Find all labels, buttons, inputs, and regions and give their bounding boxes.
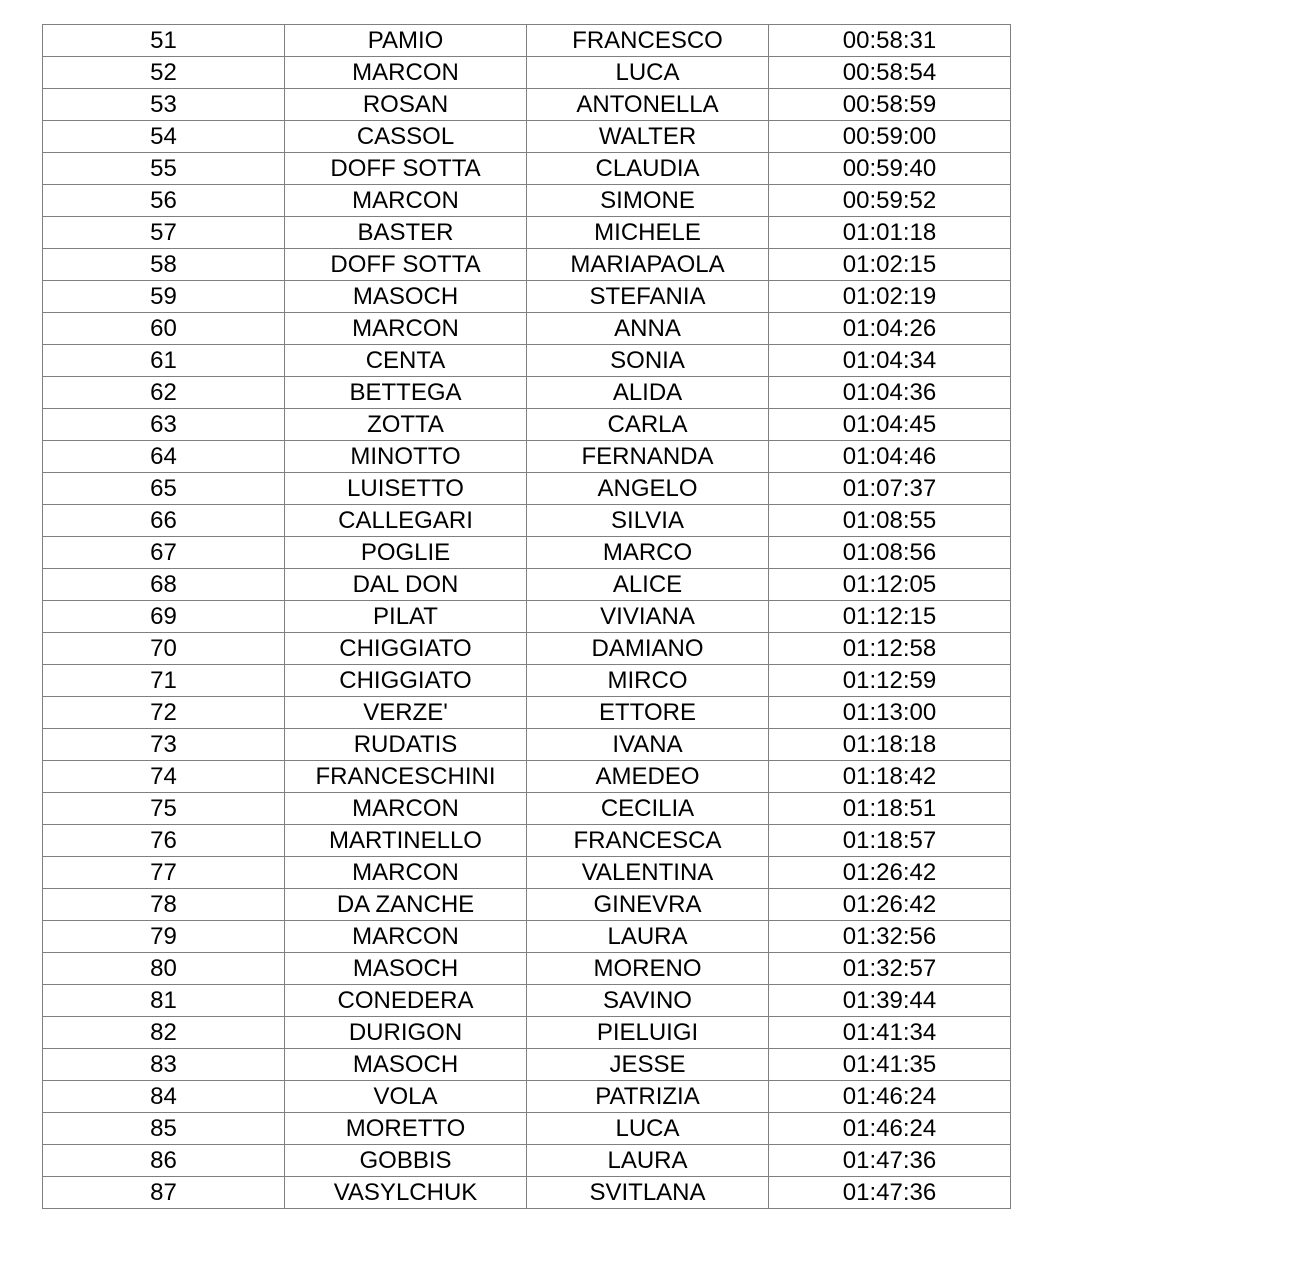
- table-row: [43, 249, 1011, 281]
- first-name-cell: MORENO: [527, 953, 769, 985]
- time-cell: 00:59:40: [769, 153, 1011, 185]
- first-name-cell: ALIDA: [527, 377, 769, 409]
- surname-cell: MASOCH: [285, 281, 527, 313]
- position-cell: 66: [43, 505, 285, 537]
- first-name-cell: AMEDEO: [527, 761, 769, 793]
- surname-cell: CENTA: [285, 345, 527, 377]
- first-name-cell: STEFANIA: [527, 281, 769, 313]
- first-name-cell: FRANCESCA: [527, 825, 769, 857]
- surname-cell: MARTINELLO: [285, 825, 527, 857]
- first-name-cell: GINEVRA: [527, 889, 769, 921]
- position-cell: 87: [43, 1177, 285, 1209]
- first-name-cell: PATRIZIA: [527, 1081, 769, 1113]
- surname-cell: DAL DON: [285, 569, 527, 601]
- position-cell: 83: [43, 1049, 285, 1081]
- time-cell: 00:59:52: [769, 185, 1011, 217]
- surname-cell: MARCON: [285, 793, 527, 825]
- time-cell: 01:02:15: [769, 249, 1011, 281]
- table-row: [43, 761, 1011, 793]
- first-name-cell: FRANCESCO: [527, 25, 769, 57]
- position-cell: 74: [43, 761, 285, 793]
- table-row: [43, 953, 1011, 985]
- time-cell: 01:18:57: [769, 825, 1011, 857]
- position-cell: 78: [43, 889, 285, 921]
- first-name-cell: LUCA: [527, 57, 769, 89]
- time-cell: 01:01:18: [769, 217, 1011, 249]
- surname-cell: PAMIO: [285, 25, 527, 57]
- table-row: [43, 1049, 1011, 1081]
- time-cell: 01:04:34: [769, 345, 1011, 377]
- first-name-cell: MARCO: [527, 537, 769, 569]
- table-row: [43, 473, 1011, 505]
- surname-cell: MASOCH: [285, 953, 527, 985]
- time-cell: 01:39:44: [769, 985, 1011, 1017]
- table-row: [43, 697, 1011, 729]
- surname-cell: LUISETTO: [285, 473, 527, 505]
- time-cell: 01:08:56: [769, 537, 1011, 569]
- surname-cell: MARCON: [285, 857, 527, 889]
- time-cell: 01:46:24: [769, 1081, 1011, 1113]
- first-name-cell: CARLA: [527, 409, 769, 441]
- first-name-cell: ALICE: [527, 569, 769, 601]
- position-cell: 71: [43, 665, 285, 697]
- time-cell: 01:12:15: [769, 601, 1011, 633]
- time-cell: 00:58:54: [769, 57, 1011, 89]
- time-cell: 01:18:18: [769, 729, 1011, 761]
- table-row: [43, 1017, 1011, 1049]
- surname-cell: CONEDERA: [285, 985, 527, 1017]
- time-cell: 01:47:36: [769, 1145, 1011, 1177]
- position-cell: 72: [43, 697, 285, 729]
- time-cell: 01:32:57: [769, 953, 1011, 985]
- first-name-cell: MICHELE: [527, 217, 769, 249]
- position-cell: 52: [43, 57, 285, 89]
- time-cell: 01:04:26: [769, 313, 1011, 345]
- surname-cell: MARCON: [285, 185, 527, 217]
- time-cell: 01:04:36: [769, 377, 1011, 409]
- time-cell: 01:32:56: [769, 921, 1011, 953]
- table-row: [43, 1081, 1011, 1113]
- position-cell: 62: [43, 377, 285, 409]
- first-name-cell: ETTORE: [527, 697, 769, 729]
- surname-cell: FRANCESCHINI: [285, 761, 527, 793]
- table-row: [43, 889, 1011, 921]
- position-cell: 57: [43, 217, 285, 249]
- table-row: [43, 921, 1011, 953]
- surname-cell: ROSAN: [285, 89, 527, 121]
- table-row: [43, 729, 1011, 761]
- first-name-cell: DAMIANO: [527, 633, 769, 665]
- first-name-cell: LAURA: [527, 921, 769, 953]
- time-cell: 01:08:55: [769, 505, 1011, 537]
- time-cell: 01:07:37: [769, 473, 1011, 505]
- position-cell: 86: [43, 1145, 285, 1177]
- first-name-cell: VALENTINA: [527, 857, 769, 889]
- position-cell: 80: [43, 953, 285, 985]
- first-name-cell: ANTONELLA: [527, 89, 769, 121]
- table-row: [43, 569, 1011, 601]
- table-row: [43, 217, 1011, 249]
- surname-cell: MARCON: [285, 313, 527, 345]
- surname-cell: DOFF SOTTA: [285, 249, 527, 281]
- time-cell: 01:04:45: [769, 409, 1011, 441]
- table-row: [43, 985, 1011, 1017]
- position-cell: 77: [43, 857, 285, 889]
- position-cell: 55: [43, 153, 285, 185]
- position-cell: 85: [43, 1113, 285, 1145]
- surname-cell: VOLA: [285, 1081, 527, 1113]
- surname-cell: CASSOL: [285, 121, 527, 153]
- first-name-cell: ANNA: [527, 313, 769, 345]
- first-name-cell: WALTER: [527, 121, 769, 153]
- surname-cell: BASTER: [285, 217, 527, 249]
- time-cell: 01:41:34: [769, 1017, 1011, 1049]
- surname-cell: MARCON: [285, 921, 527, 953]
- position-cell: 79: [43, 921, 285, 953]
- position-cell: 64: [43, 441, 285, 473]
- position-cell: 60: [43, 313, 285, 345]
- time-cell: 01:12:05: [769, 569, 1011, 601]
- table-row: [43, 153, 1011, 185]
- table-row: [43, 281, 1011, 313]
- time-cell: 01:18:51: [769, 793, 1011, 825]
- surname-cell: ZOTTA: [285, 409, 527, 441]
- table-row: [43, 793, 1011, 825]
- table-row: [43, 57, 1011, 89]
- table-row: [43, 825, 1011, 857]
- first-name-cell: SVITLANA: [527, 1177, 769, 1209]
- position-cell: 56: [43, 185, 285, 217]
- time-cell: 01:12:58: [769, 633, 1011, 665]
- position-cell: 68: [43, 569, 285, 601]
- table-row: [43, 121, 1011, 153]
- time-cell: 01:02:19: [769, 281, 1011, 313]
- position-cell: 73: [43, 729, 285, 761]
- table-row: [43, 505, 1011, 537]
- surname-cell: MORETTO: [285, 1113, 527, 1145]
- first-name-cell: IVANA: [527, 729, 769, 761]
- position-cell: 69: [43, 601, 285, 633]
- position-cell: 54: [43, 121, 285, 153]
- first-name-cell: MIRCO: [527, 665, 769, 697]
- table-row: [43, 1145, 1011, 1177]
- position-cell: 76: [43, 825, 285, 857]
- table-row: [43, 857, 1011, 889]
- position-cell: 82: [43, 1017, 285, 1049]
- position-cell: 70: [43, 633, 285, 665]
- first-name-cell: SIMONE: [527, 185, 769, 217]
- surname-cell: GOBBIS: [285, 1145, 527, 1177]
- first-name-cell: VIVIANA: [527, 601, 769, 633]
- first-name-cell: LUCA: [527, 1113, 769, 1145]
- surname-cell: MARCON: [285, 57, 527, 89]
- surname-cell: CHIGGIATO: [285, 633, 527, 665]
- first-name-cell: LAURA: [527, 1145, 769, 1177]
- table-row: [43, 665, 1011, 697]
- table-row: [43, 1113, 1011, 1145]
- results-table: [42, 24, 1011, 1209]
- table-row: [43, 313, 1011, 345]
- time-cell: 01:46:24: [769, 1113, 1011, 1145]
- table-row: [43, 441, 1011, 473]
- surname-cell: MINOTTO: [285, 441, 527, 473]
- surname-cell: DOFF SOTTA: [285, 153, 527, 185]
- time-cell: 01:26:42: [769, 889, 1011, 921]
- first-name-cell: SAVINO: [527, 985, 769, 1017]
- first-name-cell: SONIA: [527, 345, 769, 377]
- surname-cell: POGLIE: [285, 537, 527, 569]
- position-cell: 51: [43, 25, 285, 57]
- surname-cell: PILAT: [285, 601, 527, 633]
- time-cell: 01:41:35: [769, 1049, 1011, 1081]
- position-cell: 53: [43, 89, 285, 121]
- surname-cell: DA ZANCHE: [285, 889, 527, 921]
- time-cell: 00:58:31: [769, 25, 1011, 57]
- surname-cell: MASOCH: [285, 1049, 527, 1081]
- first-name-cell: CLAUDIA: [527, 153, 769, 185]
- position-cell: 58: [43, 249, 285, 281]
- surname-cell: RUDATIS: [285, 729, 527, 761]
- position-cell: 75: [43, 793, 285, 825]
- table-row: [43, 409, 1011, 441]
- surname-cell: DURIGON: [285, 1017, 527, 1049]
- results-table-body: [43, 25, 1011, 1209]
- position-cell: 81: [43, 985, 285, 1017]
- table-row: [43, 633, 1011, 665]
- surname-cell: BETTEGA: [285, 377, 527, 409]
- table-row: [43, 185, 1011, 217]
- position-cell: 59: [43, 281, 285, 313]
- first-name-cell: MARIAPAOLA: [527, 249, 769, 281]
- position-cell: 67: [43, 537, 285, 569]
- first-name-cell: JESSE: [527, 1049, 769, 1081]
- time-cell: 01:13:00: [769, 697, 1011, 729]
- first-name-cell: SILVIA: [527, 505, 769, 537]
- position-cell: 61: [43, 345, 285, 377]
- time-cell: 01:12:59: [769, 665, 1011, 697]
- first-name-cell: ANGELO: [527, 473, 769, 505]
- time-cell: 01:04:46: [769, 441, 1011, 473]
- surname-cell: CHIGGIATO: [285, 665, 527, 697]
- table-row: [43, 345, 1011, 377]
- first-name-cell: PIELUIGI: [527, 1017, 769, 1049]
- position-cell: 65: [43, 473, 285, 505]
- position-cell: 84: [43, 1081, 285, 1113]
- table-row: [43, 601, 1011, 633]
- surname-cell: VASYLCHUK: [285, 1177, 527, 1209]
- surname-cell: CALLEGARI: [285, 505, 527, 537]
- time-cell: 00:58:59: [769, 89, 1011, 121]
- table-row: [43, 25, 1011, 57]
- time-cell: 01:18:42: [769, 761, 1011, 793]
- table-row: [43, 89, 1011, 121]
- time-cell: 00:59:00: [769, 121, 1011, 153]
- first-name-cell: FERNANDA: [527, 441, 769, 473]
- position-cell: 63: [43, 409, 285, 441]
- surname-cell: VERZE': [285, 697, 527, 729]
- table-row: [43, 537, 1011, 569]
- first-name-cell: CECILIA: [527, 793, 769, 825]
- table-row: [43, 1177, 1011, 1209]
- time-cell: 01:47:36: [769, 1177, 1011, 1209]
- table-row: [43, 377, 1011, 409]
- time-cell: 01:26:42: [769, 857, 1011, 889]
